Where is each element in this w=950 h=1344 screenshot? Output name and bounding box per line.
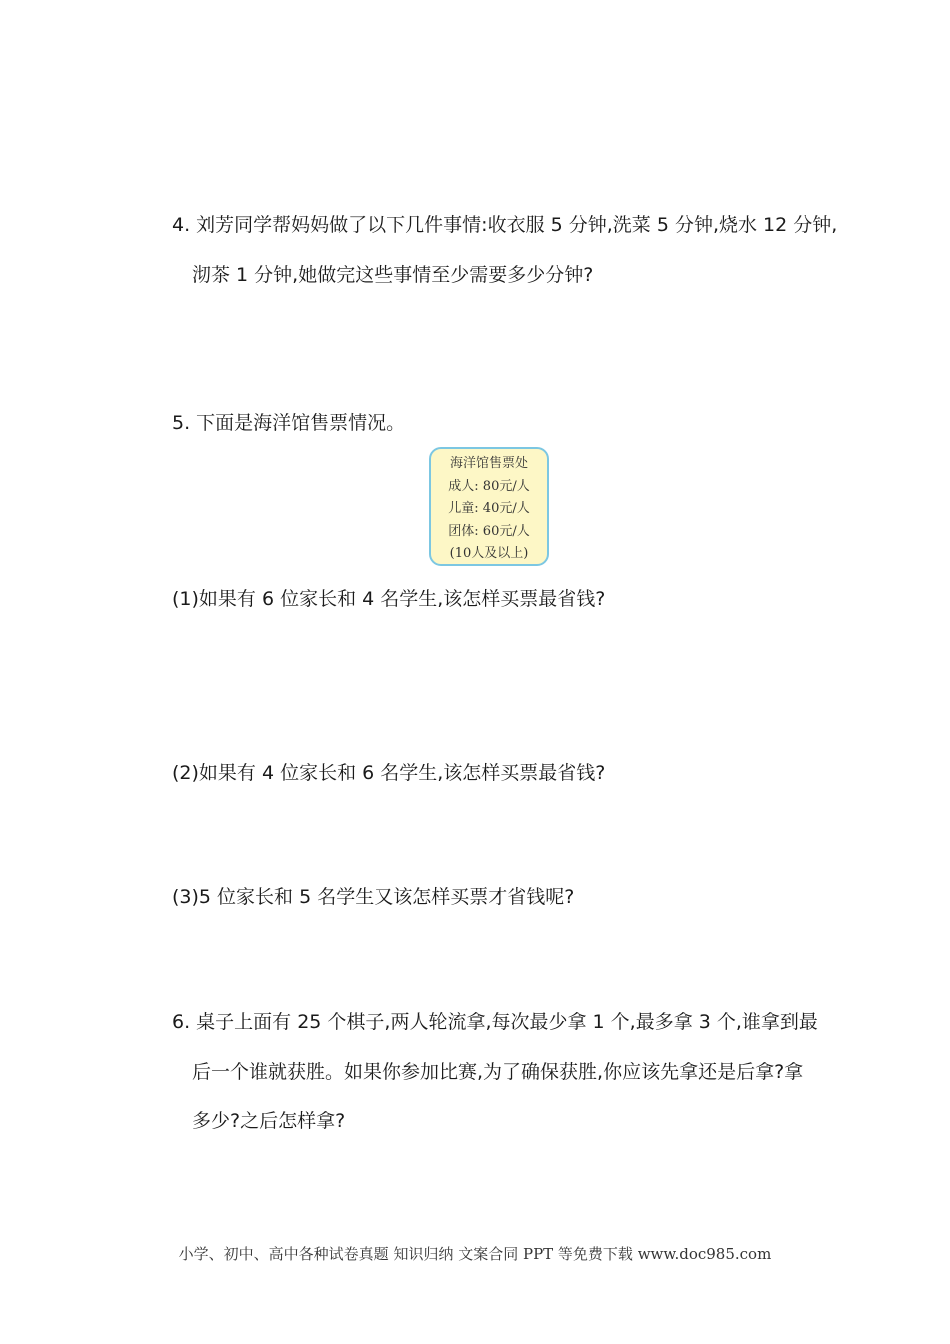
ticket-price-board (429, 447, 549, 566)
question-6-line-3: 多少?之后怎样拿? (192, 1110, 346, 1132)
question-6-line-2: 后一个谁就获胜。如果你参加比赛,为了确保获胜,你应该先拿还是后拿?拿 (192, 1061, 804, 1083)
question-5-sub-3: (3)5 位家长和 5 名学生又该怎样买票才省钱呢? (172, 886, 575, 908)
question-5-intro: 5. 下面是海洋馆售票情况。 (172, 412, 406, 434)
ticket-price-group: 团体: 60元/人 (448, 523, 530, 539)
ticket-group-note: (10人及以上) (449, 546, 529, 561)
ticket-price-adult: 成人: 80元/人 (448, 478, 530, 494)
question-4-line-2: 沏茶 1 分钟,她做完这些事情至少需要多少分钟? (192, 264, 594, 286)
question-4-line-1: 4. 刘芳同学帮妈妈做了以下几件事情:收衣服 5 分钟,洗菜 5 分钟,烧水 12 分钟, (172, 214, 838, 236)
ticket-board-title: 海洋馆售票处 (449, 456, 528, 471)
question-5-sub-1: (1)如果有 6 位家长和 4 名学生,该怎样买票最省钱? (172, 588, 606, 610)
question-6-line-1: 6. 桌子上面有 25 个棋子,两人轮流拿,每次最少拿 1 个,最多拿 3 个,谁拿到最 (172, 1011, 818, 1033)
question-5-sub-2: (2)如果有 4 位家长和 6 名学生,该怎样买票最省钱? (172, 762, 606, 784)
page-footer: 小学、初中、高中各种试卷真题 知识归纳 文案合同 PPT 等免费下载 www.doc985.com (178, 1245, 772, 1263)
ticket-price-child: 儿童: 40元/人 (448, 501, 530, 516)
